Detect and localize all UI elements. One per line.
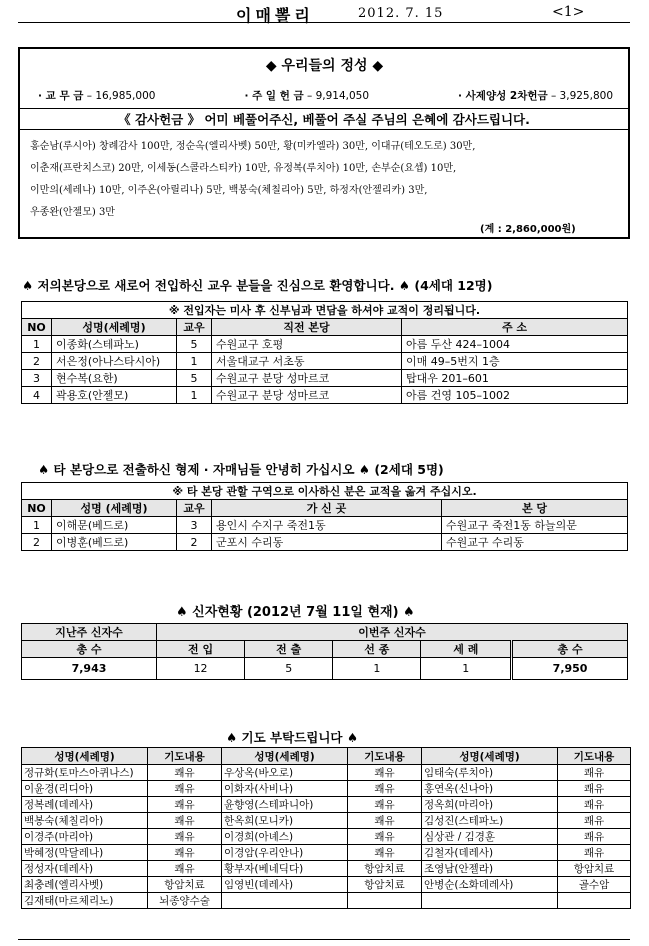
believers-table: 지난주 신자수 이번주 신자수 총 수 전 입 전 출 선 종 세 례 총 수 7,943 12 5 1 1 7,950 (21, 623, 628, 680)
table-row: 4 곽용호(안젤모) 1 수원교구 분당 성마르코 아름 건영 105–1002 (22, 387, 628, 404)
page-number: <1> (552, 4, 585, 20)
amount-3: · 사제양성 2차헌금 – 3,925,800 (458, 90, 613, 102)
leavers-table: ※ 타 본당 관할 구역으로 이사하신 분은 교적을 옮겨 주십시오. NO 성명 (세례명) 교우 가 신 곳 본 당 1 이해문(베드로) 3 용인시 수지구 죽전1동 수원교구 죽전1동 하늘의문 2 이병훈(베드로) 2 군포시 수리동 수원교구 수리동 (21, 482, 628, 551)
offering-title: ◆ 우리들의 정성 ◆ (265, 58, 384, 74)
prayer-table: 성명(세례명) 기도내용 성명(세례명) 기도내용 성명(세례명) 기도내용 정규화(토마스아퀴나스) 쾌유 우상옥(바오로) 쾌유 임태숙(루치아) 쾌유 이윤경(리디아) 쾌유 이화자(사비나) 쾌유 홍연옥(신나아) 쾌유 정복례(데레사) 쾌유 윤향영(스테파니아) 쾌유 정옥희(마리아) 쾌유 백봉숙(체칠리아) 쾌유 한옥희(모니카) 쾌유 김성진(스테파노) 쾌유 이경주(마리아) 쾌유 이경희(아녜스) 쾌유 심상관 / 김경훈 쾌유 박혜정(막달레나) 쾌유 이경암(우리안나) 쾌유 김철자(데레사) 쾌유 정성자(데레사) 쾌유 황부자(베네딕다) 항암치료 조영남(안젤라) 항암치료 최충례(엘리사벳) 항암치료 임영빈(데레사) 항암치료 안병순(소화데레사) 골수암 김재태(마르체리노) 뇌종양수술 (21, 747, 631, 909)
newcomers-note: ※ 전입자는 미사 후 신부님과 면담을 하셔야 교적이 정리됩니다. (22, 302, 628, 319)
donor-line: 우종완(안젤모) 3만 (30, 207, 115, 218)
bulletin-title: 이매뽈리 (236, 6, 314, 25)
amount-1: · 교 무 금 – 16,985,000 (38, 90, 156, 102)
table-row: 이윤경(리디아) 쾌유 이화자(사비나) 쾌유 홍연옥(신나아) 쾌유 (22, 781, 631, 797)
newcomers-table: ※ 전입자는 미사 후 신부님과 면담을 하셔야 교적이 정리됩니다. NO 성명(세례명) 교우 직전 본당 주 소 1 이종화(스테파노) 5 수원교구 호평 아름 두산 424–1004 2 서은정(아나스타시아) 1 서울대교구 서초동 이매 49–5번지 1층 3 현수복(요한) 5 수원교구 분당 성마르코 탑대우 201–601 4 곽용호(안젤모) 1 수원교구 분당 성마르코 아름 건영 105–1002 (21, 301, 628, 404)
bulletin-date: 2012. 7. 15 (358, 6, 444, 21)
believers-title: ♠ 신자현황 (2012년 7월 11일 현재) ♠ (176, 605, 415, 620)
table-row: 7,943 12 5 1 1 7,950 (22, 658, 628, 680)
table-row: 2 서은정(아나스타시아) 1 서울대교구 서초동 이매 49–5번지 1층 (22, 353, 628, 370)
table-row: 백봉숙(체칠리아) 쾌유 한옥희(모니카) 쾌유 김성진(스테파노) 쾌유 (22, 813, 631, 829)
header-divider (18, 22, 630, 23)
table-row: 김재태(마르체리노) 뇌종양수술 (22, 893, 631, 909)
leavers-title: ♠ 타 본당으로 전출하신 형제 · 자매님들 안녕히 가십시오 ♠ (2세대 5명) (38, 462, 444, 477)
table-row: 이경주(마리아) 쾌유 이경희(아녜스) 쾌유 심상관 / 김경훈 쾌유 (22, 829, 631, 845)
leavers-note: ※ 타 본당 관할 구역으로 이사하신 분은 교적을 옮겨 주십시오. (22, 483, 628, 500)
table-row: 3 현수복(요한) 5 수원교구 분당 성마르코 탑대우 201–601 (22, 370, 628, 387)
donor-line: 홍순남(루시아) 창례감사 100만, 정순옥(엘리사벳) 50만, 황(미카엘라) 30만, 이대규(테오도로) 30만, (30, 141, 476, 152)
table-row: 정복례(데레사) 쾌유 윤향영(스테파니아) 쾌유 정옥희(마리아) 쾌유 (22, 797, 631, 813)
donor-line: 이만의(세레나) 10만, 이주온(아릴리나) 5만, 백봉숙(체칠리아) 5만, 하정자(안젤리카) 3만, (30, 185, 428, 196)
donor-line: 이춘재(프란치스코) 20만, 이세동(스콜라스티카) 10만, 유정복(루치아) 10만, 손부순(요셉) 10만, (30, 163, 457, 174)
newcomers-title: ♠ 저의본당으로 새로어 전입하신 교우 분들을 진심으로 환영합니다. ♠ (4세대 12명) (22, 278, 493, 293)
offering-amounts (38, 88, 613, 103)
amount-2: · 주 일 헌 금 – 9,914,050 (244, 90, 370, 102)
prayer-title: ♠ 기도 부탁드립니다 ♠ (226, 730, 359, 745)
thanks-heading: 《 감사헌금 》 어미 베풀어주신, 베풀어 주실 주님의 은혜에 감사드립니다. (20, 108, 628, 130)
table-row: 2 이병훈(베드로) 2 군포시 수리동 수원교구 수리동 (22, 534, 628, 551)
footer-divider (18, 939, 630, 940)
table-row: 정규화(토마스아퀴나스) 쾌유 우상옥(바오로) 쾌유 임태숙(루치아) 쾌유 (22, 765, 631, 781)
table-row: 정성자(데레사) 쾌유 황부자(베네딕다) 항암치료 조영남(안젤라) 항암치료 (22, 861, 631, 877)
table-row: 박혜정(막달레나) 쾌유 이경암(우리안나) 쾌유 김철자(데레사) 쾌유 (22, 845, 631, 861)
table-row: 최충례(엘리사벳) 항암치료 임영빈(데레사) 항암치료 안병순(소화데레사) 골수암 (22, 877, 631, 893)
table-row: 1 이해문(베드로) 3 용인시 수지구 죽전1동 수원교구 죽전1동 하늘의문 (22, 517, 628, 534)
offering-total: (계 : 2,860,000원) (480, 224, 576, 235)
table-row: 1 이종화(스테파노) 5 수원교구 호평 아름 두산 424–1004 (22, 336, 628, 353)
